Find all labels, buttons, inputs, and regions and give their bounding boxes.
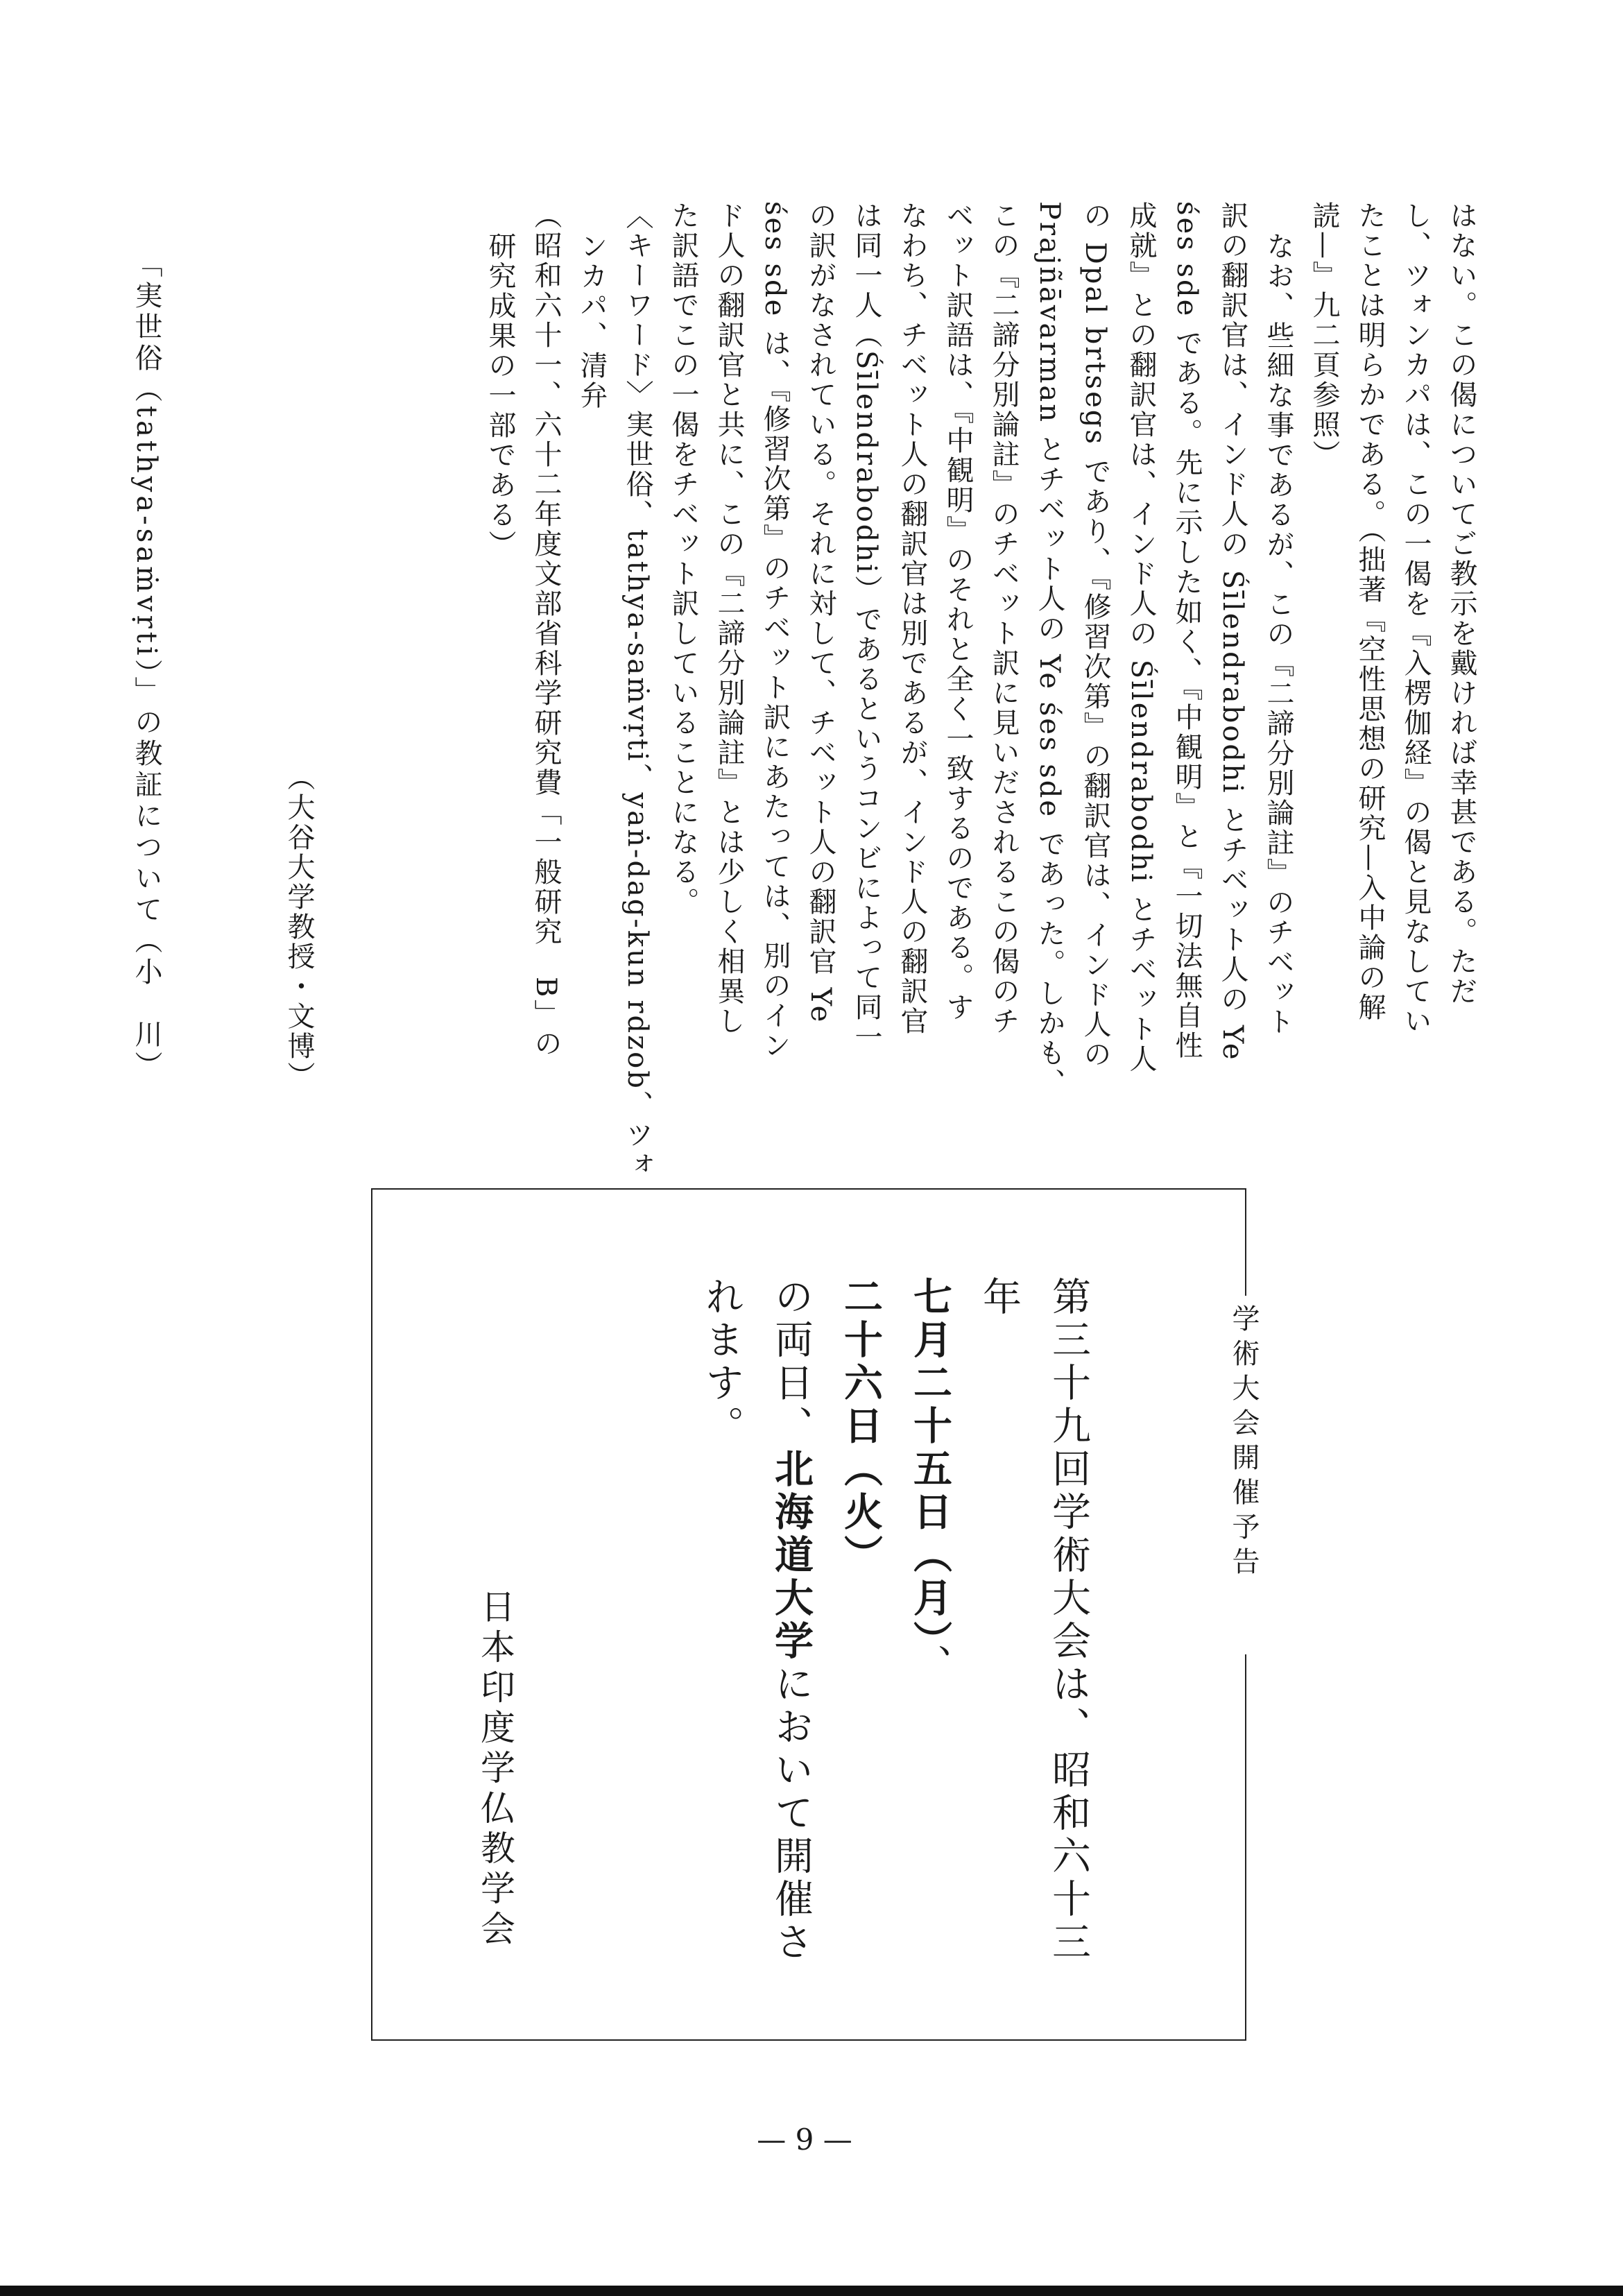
- date-first: 七月二十五日（月）: [907, 1276, 952, 1644]
- funding-line: 研究成果の一部である）: [484, 232, 516, 560]
- text-line: なお、些細な事であるが、この『二諦分別論註』のチベット: [1262, 232, 1294, 1037]
- announcement-line: [756, 1276, 825, 1984]
- announcement-body: [659, 1276, 1103, 1984]
- announcement-border-bottom: [371, 2039, 1246, 2041]
- announcement-border-top: [371, 1188, 1246, 1190]
- text-line: 訳の翻訳官は、インド人の Śīlendrabodhi とチベット人の Ye: [1217, 201, 1248, 1062]
- text-line: たことは明らかである。（拙著『空性思想の研究—入中論の解: [1354, 201, 1386, 1022]
- text-line: た訳語でこの一偈をチベット訳していることになる。: [667, 201, 699, 917]
- keyword-line: ンカパ、清弁: [576, 232, 608, 411]
- article-body: [305, 201, 1484, 1180]
- text-line: 読—』九二頁参照）: [1308, 201, 1340, 470]
- author-affiliation: （大谷大学教授・文博）: [283, 763, 315, 1091]
- separator: 、: [907, 1644, 952, 1687]
- text: において開催さ: [768, 1663, 814, 1964]
- announcement-heading: 学術大会開催予告: [1229, 1304, 1264, 1651]
- keyword-line: 〈キーワード〉実世俗、tathya-saṁvṛti、yaṅ-dag-kun rdzob、ツォ: [621, 201, 653, 1180]
- announcement-border-left: [371, 1188, 372, 2041]
- running-title: 「実世俗（tathya-saṁvṛti）」の教証について（小 川）: [130, 250, 162, 1082]
- announcement-line: れます。: [699, 1276, 744, 1448]
- text-line: はない。この偈についてご教示を戴ければ幸甚である。ただ: [1445, 201, 1477, 1006]
- page-number: — 9 —: [757, 2123, 852, 2157]
- text-line: śes sde は、『修習次第』のチベット訳にあたっては、別のイン: [759, 201, 791, 1061]
- announcement-line: [825, 1276, 964, 1984]
- announcement-line: 第三十九回学術大会は、昭和六十三年: [977, 1276, 1091, 1964]
- funding-line: （昭和六十一、六十二年度文部省科学研究費「一般研究 B」の: [530, 201, 562, 1059]
- text-line: śes sde である。先に示した如く、『中観明』と『一切法無自性: [1171, 201, 1203, 1061]
- announcement-border-right: [1245, 1654, 1246, 2041]
- text-line: は同一人（Śīlendrabodhi）であるというコンビによって同一: [850, 201, 882, 1052]
- date-second: 二十六日（火）: [838, 1276, 883, 1577]
- text-line: この『二諦分別論註』のチベット訳に見いだされるこの偈のチ: [988, 201, 1020, 1036]
- text-line: ベット訳語は、『中観明』のそれと全く一致するのである。す: [942, 201, 974, 1022]
- organizer: 日本印度学仏教学会: [475, 1588, 515, 1951]
- text-line: し、ツォンカパは、この一偈を『入楞伽経』の偈と見なしてい: [1400, 201, 1432, 1036]
- text-line: の訳がなされている。それに対して、チベット人の翻訳官 Ye: [805, 201, 836, 1025]
- text-line: 成就』との翻訳官は、インド人の Śīlendrabodhi とチベット人: [1125, 201, 1157, 1074]
- announcement-border-right: [1245, 1188, 1246, 1296]
- text-line: ド人の翻訳官と共に、この『二諦分別論註』とは少しく相異し: [713, 201, 745, 1036]
- bottom-edge: [0, 2286, 1623, 2296]
- text-line: なわち、チベット人の翻訳官は別であるが、インド人の翻訳官: [896, 201, 928, 1036]
- text: の両日、: [768, 1276, 814, 1448]
- venue: 北海道大学: [768, 1448, 814, 1663]
- text-line: の Dpal brtsegs であり、『修習次第』の翻訳官は、インド人の: [1079, 201, 1111, 1070]
- text-line: Prajñāvarman とチベット人の Ye śes sde であった。しかも、: [1033, 201, 1065, 1098]
